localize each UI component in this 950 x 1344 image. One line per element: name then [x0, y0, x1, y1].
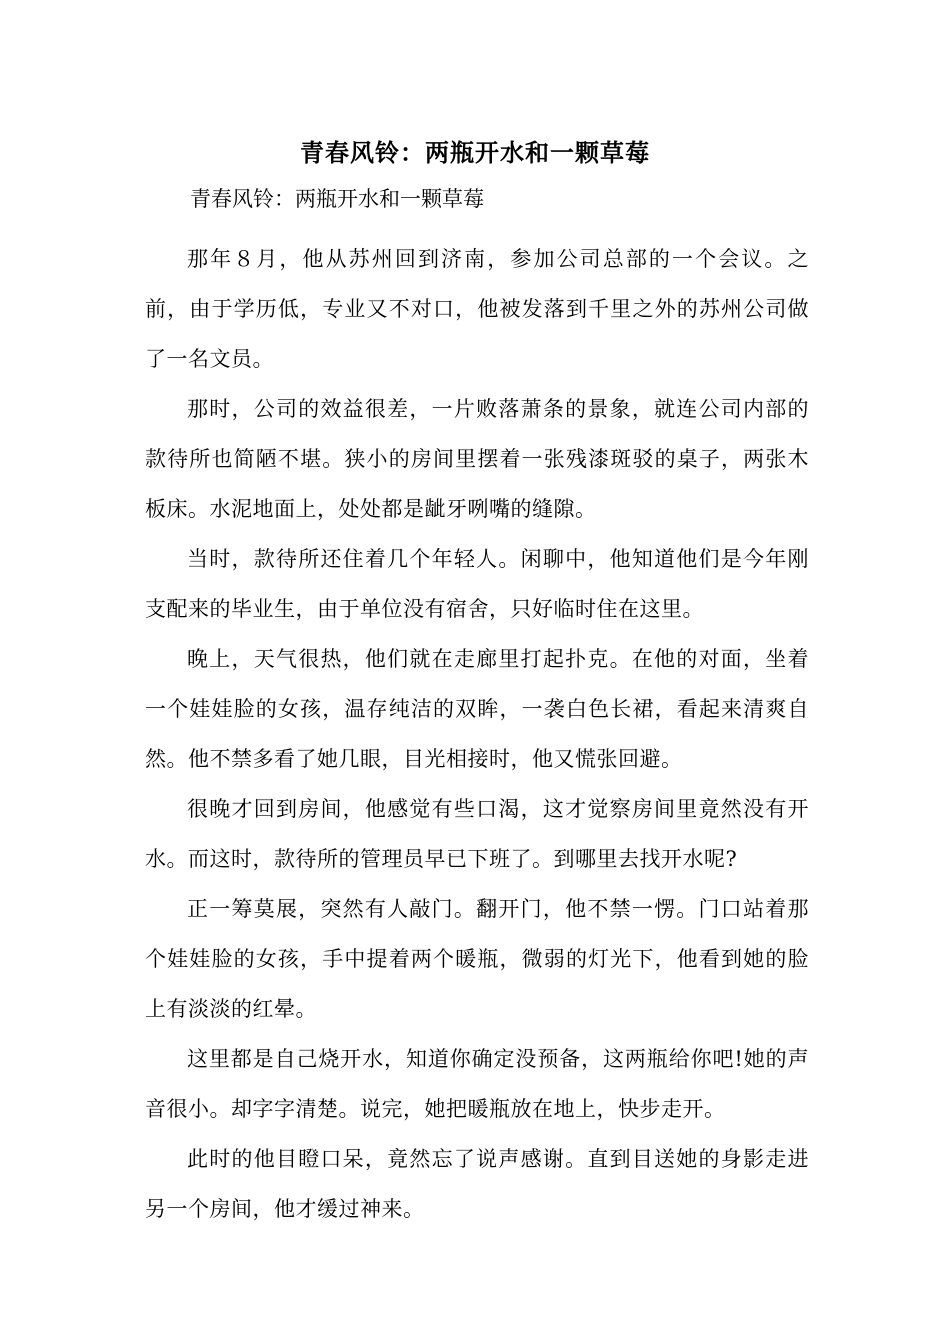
paragraph: 晚上，天气很热，他们就在走廊里打起扑克。在他的对面，坐着一个娃娃脸的女孩，温存纯洁的双眸，一袭白色长裙，看起来清爽自然。他不禁多看了她几眼，目光相接时，他又慌张回避。: [145, 647, 809, 771]
paragraph: 那时，公司的效益很差，一片败落萧条的景象，就连公司内部的款待所也简陋不堪。狭小的房间里摆着一张残漆斑驳的桌子，两张木板床。水泥地面上，处处都是龇牙咧嘴的缝隙。: [145, 397, 809, 521]
paragraph: 正一筹莫展，突然有人敲门。翻开门，他不禁一愣。门口站着那个娃娃脸的女孩，手中提着两个暖瓶，微弱的灯光下，他看到她的脸上有淡淡的红晕。: [145, 897, 809, 1021]
document-title: 青春风铃：两瓶开水和一颗草莓: [300, 138, 650, 167]
paragraph: 这里都是自己烧开水，知道你确定没预备，这两瓶给你吧!她的声音很小。却字字清楚。说完，她把暖瓶放在地上，快步走开。: [145, 1047, 809, 1121]
paragraph: 那年８月，他从苏州回到济南，参加公司总部的一个会议。之前，由于学历低，专业又不对口，他被发落到千里之外的苏州公司做了一名文员。: [145, 247, 809, 371]
document-body: [145, 234, 809, 1234]
paragraph: 很晚才回到房间，他感觉有些口渴，这才觉察房间里竟然没有开水。而这时，款待所的管理员早已下班了。到哪里去找开水呢?: [145, 797, 809, 871]
paragraph: 此时的他目瞪口呆，竟然忘了说声感谢。直到目送她的身影走进另一个房间，他才缓过神来。: [145, 1147, 809, 1221]
paragraph: 当时，款待所还住着几个年轻人。闲聊中，他知道他们是今年刚支配来的毕业生，由于单位没有宿舍，只好临时住在这里。: [145, 547, 809, 621]
document-subtitle: 青春风铃：两瓶开水和一颗草莓: [190, 187, 484, 211]
